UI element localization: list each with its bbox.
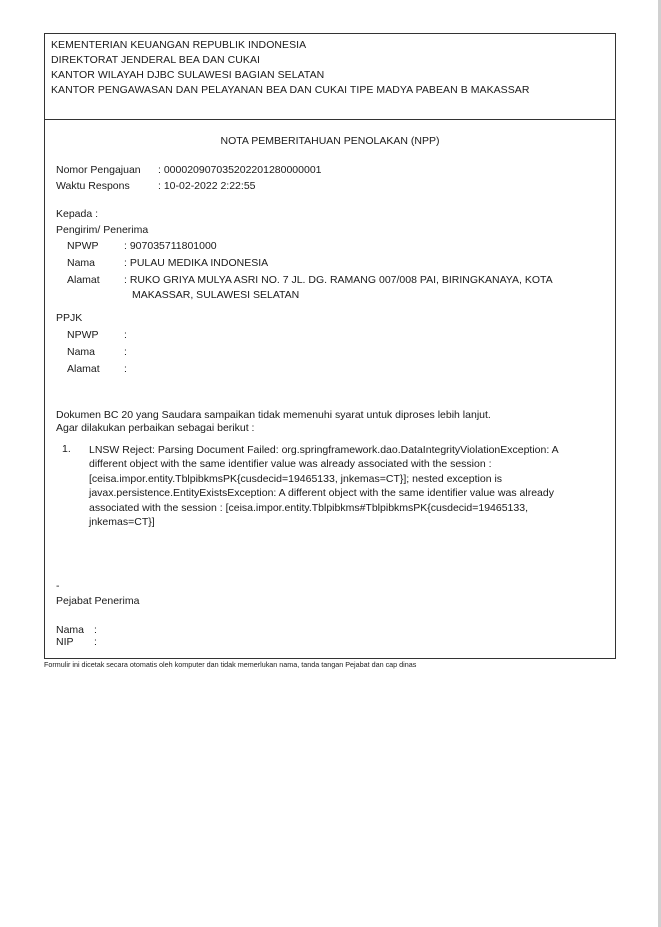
header-directorate: DIREKTORAT JENDERAL BEA DAN CUKAI bbox=[51, 54, 260, 66]
pejabat-penerima-label: Pejabat Penerima bbox=[56, 595, 140, 607]
ppjk-nama-value: : bbox=[124, 346, 127, 358]
pejabat-nama-label: Nama bbox=[56, 624, 85, 636]
pengirim-npwp-value: : 907035711801000 bbox=[124, 240, 217, 252]
pejabat-nip-value: : bbox=[94, 636, 97, 648]
pengirim-heading: Pengirim/ Penerima bbox=[56, 224, 149, 236]
correction-instruction: Agar dilakukan perbaikan sebagai berikut : bbox=[56, 422, 255, 434]
kepada-label: Kepada : bbox=[56, 208, 99, 220]
pengirim-alamat-label: Alamat bbox=[67, 274, 100, 286]
pengirim-alamat-line2: MAKASSAR, SULAWESI SELATAN bbox=[132, 289, 300, 301]
document-title: NOTA PEMBERITAHUAN PENOLAKAN (NPP) bbox=[220, 135, 440, 147]
office-header bbox=[45, 34, 615, 120]
list-item-number: 1. bbox=[62, 443, 71, 455]
ppjk-heading: PPJK bbox=[56, 312, 83, 324]
nomor-pengajuan-value: : 000020907035202201280000001 bbox=[158, 164, 322, 176]
list-item-text: LNSW Reject: Parsing Document Failed: org.springframework.dao.DataIntegrityViolationException: A different object with the same identifier value was already associated with the session : [ceisa.impor.entity.TblpibkmsPK{cusdecid=19465133, jnkemas=CT}]; nested exception is javax.persistence.EntityExistsException: A different object with the same identifier value was already associated with the session : [ceisa.impor.entity.Tblpibkms#TblpibkmsPK{cusdecid=19465133, jnkemas=CT}] bbox=[89, 444, 559, 529]
pengirim-npwp-label: NPWP bbox=[67, 240, 99, 252]
pejabat-nip-label: NIP bbox=[56, 636, 74, 648]
pengirim-nama-value: : PULAU MEDIKA INDONESIA bbox=[124, 257, 269, 269]
ppjk-npwp-label: NPWP bbox=[67, 329, 99, 341]
waktu-respons-value: : 10-02-2022 2:22:55 bbox=[158, 180, 256, 192]
ppjk-npwp-value: : bbox=[124, 329, 127, 341]
ppjk-alamat-label: Alamat bbox=[67, 363, 100, 375]
pejabat-nama-value: : bbox=[94, 624, 97, 636]
header-regional-office: KANTOR WILAYAH DJBC SULAWESI BAGIAN SELATAN bbox=[51, 69, 325, 81]
nomor-pengajuan-label: Nomor Pengajuan bbox=[56, 164, 141, 176]
footer-note: Formulir ini dicetak secara otomatis oleh komputer dan tidak memerlukan nama, tanda tangan Pejabat dan cap dinas bbox=[44, 660, 417, 669]
waktu-respons-label: Waktu Respons bbox=[56, 180, 130, 192]
rejection-statement: Dokumen BC 20 yang Saudara sampaikan tidak memenuhi syarat untuk diproses lebih lanjut. bbox=[56, 409, 491, 421]
header-ministry: KEMENTERIAN KEUANGAN REPUBLIK INDONESIA bbox=[51, 39, 307, 51]
pengirim-alamat-line1: : RUKO GRIYA MULYA ASRI NO. 7 JL. DG. RAMANG 007/008 PAI, BIRINGKANAYA, KOTA bbox=[124, 274, 553, 286]
document-frame bbox=[44, 33, 616, 659]
ppjk-nama-label: Nama bbox=[67, 346, 96, 358]
ppjk-alamat-value: : bbox=[124, 363, 127, 375]
header-customs-office: KANTOR PENGAWASAN DAN PELAYANAN BEA DAN CUKAI TIPE MADYA PABEAN B MAKASSAR bbox=[51, 84, 530, 96]
pengirim-nama-label: Nama bbox=[67, 257, 96, 269]
dash-marker: - bbox=[56, 580, 60, 592]
